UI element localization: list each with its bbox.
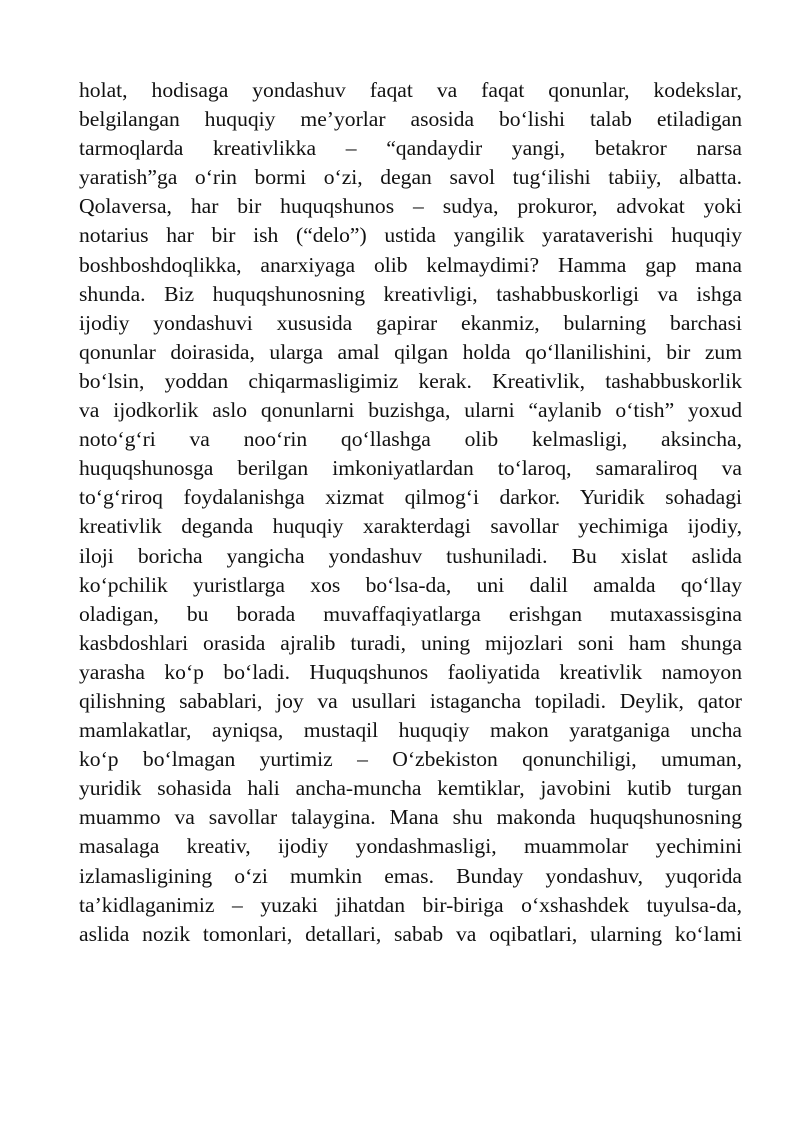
text-line-13: noto‘g‘ri va noo‘rin qo‘llashga olib kelmasligi, aksincha, (79, 427, 742, 452)
text-line-7: boshboshdoqlikka, anarxiyaga olib kelmaydimi? Hamma gap mana (79, 252, 742, 277)
text-line-2: belgilangan huquqiy me’yorlar asosida bo‘lishi talab etiladigan (79, 107, 742, 132)
text-line-15: to‘g‘riroq foydalanishga xizmat qilmog‘i darkor. Yuridik sohadagi (79, 485, 742, 510)
text-line-5: Qolaversa, har bir huquqshunos – sudya, prokuror, advokat yoki (79, 194, 742, 219)
text-line-1: holat, hodisaga yondashuv faqat va faqat qonunlar, kodekslar, (79, 78, 742, 102)
text-line-27: masalaga kreativ, ijodiy yondashmasligi, muammolar yechimini (79, 834, 742, 859)
text-line-4: yaratish”ga o‘rin bormi o‘zi, degan savol tug‘ilishi tabiiy, albatta. (79, 165, 742, 190)
text-line-24: ko‘p bo‘lmagan yurtimiz – O‘zbekiston qonunchiligi, umuman, (79, 747, 742, 772)
text-line-9: ijodiy yondashuvi xususida gapirar ekanmiz, bularning barchasi (79, 310, 742, 335)
text-line-22: qilishning sabablari, joy va usullari istagancha topiladi. Deylik, qator (79, 688, 742, 713)
text-line-12: va ijodkorlik aslo qonunlarni buzishga, ularni “aylanib o‘tish” yoxud (79, 398, 742, 423)
body-text (79, 76, 742, 949)
text-line-26: muammo va savollar talaygina. Mana shu makonda huquqshunosning (79, 805, 742, 830)
text-line-10: qonunlar doirasida, ularga amal qilgan holda qo‘llanilishini, bir zum (79, 339, 742, 364)
text-line-16: kreativlik deganda huquqiy xarakterdagi savollar yechimiga ijodiy, (79, 514, 742, 539)
text-line-19: oladigan, bu borada muvaffaqiyatlarga erishgan mutaxassisgina (79, 601, 742, 626)
text-line-21: yarasha ko‘p bo‘ladi. Huquqshunos faoliyatida kreativlik namoyon (79, 659, 742, 684)
text-line-6: notarius har bir ish (“delo”) ustida yangilik yarataverishi huquqiy (79, 223, 742, 248)
text-line-30: aslida nozik tomonlari, detallari, sabab va oqibatlari, ularning ko‘lami (79, 921, 742, 946)
text-line-18: ko‘pchilik yuristlarga xos bo‘lsa-da, uni dalil amalda qo‘llay (79, 572, 742, 597)
text-line-23: mamlakatlar, ayniqsa, mustaqil huquqiy makon yaratganiga uncha (79, 718, 742, 743)
text-line-3: tarmoqlarda kreativlikka – “qandaydir yangi, betakror narsa (79, 136, 742, 161)
text-line-11: bo‘lsin, yoddan chiqarmasligimiz kerak. Kreativlik, tashabbuskorlik (79, 368, 742, 393)
text-line-14: huquqshunosga berilgan imkoniyatlardan to‘laroq, samaraliroq va (79, 456, 742, 481)
text-line-17: iloji boricha yangicha yondashuv tushuniladi. Bu xislat aslida (79, 543, 742, 568)
text-line-20: kasbdoshlari orasida ajralib turadi, uning mijozlari soni ham shunga (79, 630, 742, 655)
text-line-29: ta’kidlaganimiz – yuzaki jihatdan bir-biriga o‘xshashdek tuyulsa-da, (79, 892, 742, 917)
text-line-28: izlamasligining o‘zi mumkin emas. Bunday yondashuv, yuqorida (79, 863, 742, 888)
text-line-8: shunda. Biz huquqshunosning kreativligi, tashabbuskorligi va ishga (79, 281, 742, 306)
text-line-25: yuridik sohasida hali ancha-muncha kemtiklar, javobini kutib turgan (79, 776, 742, 801)
